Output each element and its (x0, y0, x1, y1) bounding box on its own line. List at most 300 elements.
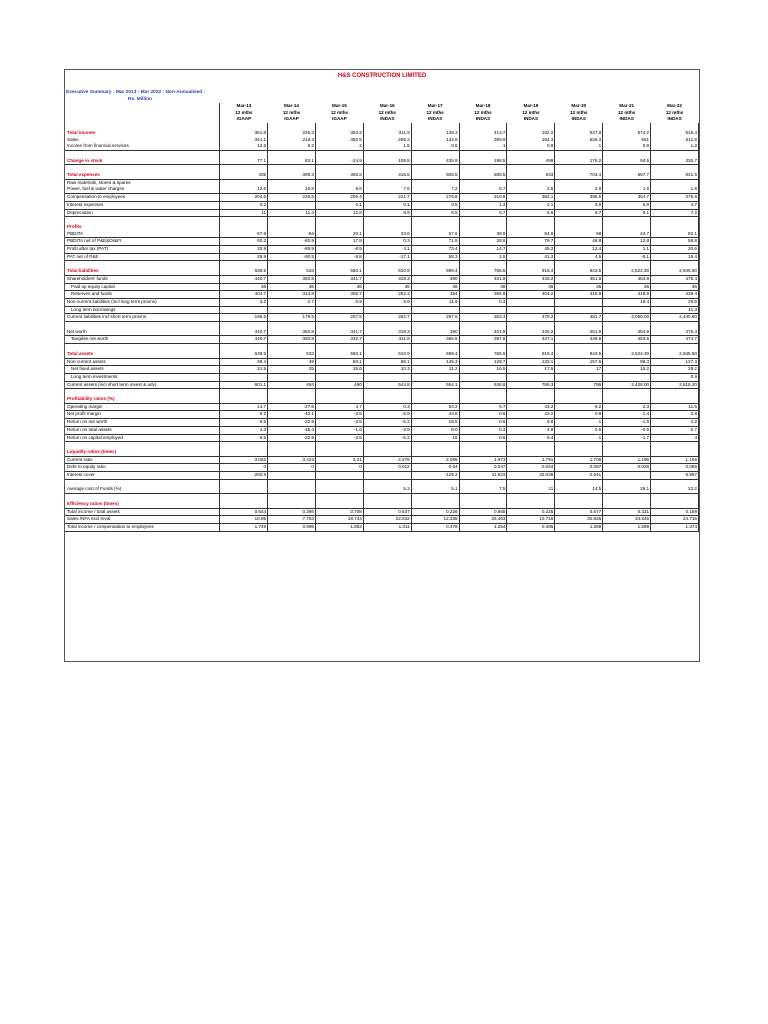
column-header-months: 12 mths (426, 109, 444, 115)
value-cell: 526.3 (555, 137, 603, 144)
spacer-cell (363, 261, 411, 268)
spacer-cell (411, 322, 459, 329)
row-label: Long term investments (65, 373, 220, 381)
spacer-cell (555, 123, 603, 130)
value-cell: 601.1 (220, 381, 268, 389)
value-cell: 382.1 (507, 194, 555, 202)
value-cell: 475.4 (651, 275, 699, 283)
value-cell: 82.1 (651, 231, 699, 238)
value-cell: 79.7 (507, 238, 555, 246)
column-header-std: INDAS (619, 116, 634, 122)
value-cell: 11 (507, 486, 555, 493)
spacer-cell (220, 344, 268, 351)
value-cell: 9.2 (220, 411, 268, 419)
row-label: PAT net of P&E (65, 253, 220, 261)
value-cell: 7.763 (268, 516, 316, 524)
spacer-cell (268, 217, 316, 224)
company-title: H&S CONSTRUCTION LIMITED (337, 73, 427, 79)
column-header-year: Mar-22 (667, 103, 682, 108)
value-cell: 4.3 (220, 426, 268, 434)
row-label: Return on total assets (65, 426, 220, 434)
value-cell (268, 472, 316, 480)
value-cell: 4.2 (651, 419, 699, 427)
spacer-cell (507, 165, 555, 172)
value-cell: 439.4 (651, 291, 699, 299)
column-header-months: 12 mths (617, 109, 636, 115)
value-cell: 2,945.50 (651, 268, 699, 275)
value-cell: 350.8 (268, 329, 316, 336)
value-cell: 490 (315, 381, 363, 389)
value-cell: 6.7 (555, 209, 603, 217)
value-cell: 350.5 (315, 137, 363, 144)
value-cell: 2,818.20 (651, 381, 699, 389)
value-cell: 0.3 (363, 238, 411, 246)
value-cell: 395.5 (555, 194, 603, 202)
spacer-cell (507, 123, 555, 130)
value-cell: 12.335 (411, 516, 459, 524)
table-row (65, 329, 699, 336)
value-cell: 0.6 (459, 419, 507, 427)
value-cell (459, 396, 507, 403)
value-cell: 639.5 (220, 351, 268, 358)
value-cell: 29.5 (651, 298, 699, 306)
row-label: Income from financial services (65, 143, 220, 150)
value-cell: -17.1 (363, 253, 411, 261)
spacer-label-cell (65, 389, 220, 396)
value-cell (363, 179, 411, 186)
spacer-row (65, 217, 699, 224)
value-cell: 36 (507, 283, 555, 291)
value-cell: 2,440.60 (651, 314, 699, 322)
row-label: Interest cover (65, 472, 220, 480)
value-cell: 219.3 (268, 137, 316, 144)
column-header-std: INDAS (428, 116, 443, 122)
header-row-months (65, 110, 699, 117)
value-cell: 0.8 (603, 143, 651, 150)
value-cell: 405 (220, 172, 268, 179)
spacer-row (65, 165, 699, 172)
spacer-cell (220, 165, 268, 172)
value-cell: 2.3 (603, 403, 651, 411)
row-label: Paid up equity capital (65, 283, 220, 291)
table-row (65, 231, 699, 238)
value-cell: 8.0 (411, 426, 459, 434)
spacer-cell (651, 261, 699, 268)
spacer-cell (268, 389, 316, 396)
value-cell: 1.973 (459, 456, 507, 464)
spacer-cell (268, 322, 316, 329)
value-cell: 404.2 (507, 291, 555, 299)
value-cell: 11.923 (459, 472, 507, 480)
spacer-cell (651, 150, 699, 157)
value-cell (555, 298, 603, 306)
value-cell: 0.6 (459, 434, 507, 442)
value-cell (459, 373, 507, 381)
row-label: Profitability ratios (%) (65, 396, 220, 403)
table-row (65, 403, 699, 411)
value-cell: 282.7 (363, 314, 411, 322)
column-header-year: Mar-16 (379, 103, 395, 108)
value-cell (555, 179, 603, 186)
column-header-std: INDAS (475, 116, 491, 122)
header-row-std (65, 116, 699, 123)
value-cell: 41.2 (507, 253, 555, 261)
value-cell: 0.1 (315, 201, 363, 209)
value-cell: 7.6 (363, 186, 411, 193)
spacer-label-cell (65, 123, 220, 130)
value-cell: 16 (411, 434, 459, 442)
row-label: Current ratio (65, 456, 220, 464)
value-cell: 415.8 (555, 291, 603, 299)
value-cell: -1.4 (603, 411, 651, 419)
value-cell (268, 501, 316, 508)
column-header-months: 12 mths (378, 109, 396, 115)
value-cell: 7.5 (459, 486, 507, 493)
table-row (65, 472, 699, 480)
value-cell: 350.8 (268, 275, 316, 283)
row-label: PBDITA (65, 231, 220, 238)
value-cell: 544.8 (363, 381, 411, 389)
value-cell: 418.9 (603, 291, 651, 299)
value-cell: 36 (268, 283, 316, 291)
value-cell: 49 (268, 358, 316, 366)
spacer-cell (411, 442, 459, 449)
spacer-cell (603, 479, 651, 486)
row-label: Return on capital employed (65, 434, 220, 442)
spacer-cell (459, 261, 507, 268)
value-cell: 2 (315, 143, 363, 150)
row-label: Debt to equity ratio (65, 464, 220, 472)
value-cell (507, 501, 555, 508)
value-cell: 0.7 (651, 426, 699, 434)
spacer-cell (363, 217, 411, 224)
row-label: Net profit margin (65, 411, 220, 419)
value-cell: 0 (268, 464, 316, 472)
value-cell (651, 224, 699, 231)
value-cell (603, 306, 651, 314)
summary-line-2: Rs. Million (128, 96, 152, 102)
value-cell: 2.276 (363, 456, 411, 464)
spacer-cell (268, 494, 316, 501)
value-cell: -2.9 (363, 426, 411, 434)
spacer-cell (603, 123, 651, 130)
value-cell: 0.226 (411, 508, 459, 516)
value-cell: 1.198 (603, 456, 651, 464)
value-cell: 12.8 (315, 209, 363, 217)
value-cell: 0.044 (507, 464, 555, 472)
value-cell: 26.463 (459, 516, 507, 524)
value-cell: -90.5 (268, 253, 316, 261)
table-row (65, 298, 699, 306)
value-cell (220, 501, 268, 508)
table-row (65, 426, 699, 434)
value-cell: 943.5 (555, 268, 603, 275)
value-cell: 1.311 (363, 523, 411, 531)
value-cell: 0.085 (651, 464, 699, 472)
value-cell (268, 179, 316, 186)
value-cell: 36 (555, 283, 603, 291)
row-label: Total assets (65, 351, 220, 358)
value-cell: 311.8 (363, 336, 411, 344)
value-cell: 561 (603, 137, 651, 144)
value-cell: 36 (603, 283, 651, 291)
value-cell: -8.8 (315, 253, 363, 261)
value-cell: 375.8 (651, 194, 699, 202)
value-cell: 341.1 (220, 137, 268, 144)
value-cell (603, 224, 651, 231)
value-cell: 20.6 (651, 246, 699, 254)
spacer-cell (220, 261, 268, 268)
table-row (65, 366, 699, 374)
value-cell: 48.8 (555, 238, 603, 246)
value-cell: 28.6 (459, 238, 507, 246)
value-cell: 43.8 (411, 411, 459, 419)
spacer-cell (315, 442, 363, 449)
value-cell (651, 396, 699, 403)
value-cell: -54 (268, 231, 316, 238)
table-row (65, 358, 699, 366)
value-cell: 195.6 (220, 314, 268, 322)
spacer-cell (411, 123, 459, 130)
value-cell: 363.3 (459, 314, 507, 322)
value-cell: 17.5 (507, 366, 555, 374)
value-cell (411, 449, 459, 456)
table-row (65, 523, 699, 531)
spacer-cell (651, 123, 699, 130)
value-cell: 207.5 (315, 314, 363, 322)
column-header-months: 12 mths (570, 109, 588, 115)
spacer-cell (459, 123, 507, 130)
value-cell: -89.9 (268, 246, 316, 254)
row-label: Sales (65, 137, 220, 144)
spacer-cell (315, 261, 363, 268)
value-cell: 2.1 (507, 201, 555, 209)
value-cell (507, 224, 555, 231)
value-cell: 0.9 (651, 373, 699, 381)
value-cell (363, 472, 411, 480)
value-cell: 176.2 (555, 158, 603, 165)
value-cell: 454.9 (603, 275, 651, 283)
spacer-cell (268, 479, 316, 486)
value-cell: 0.6 (459, 411, 507, 419)
value-cell: 4 (651, 434, 699, 442)
row-label: Change in stock (65, 158, 220, 165)
value-cell (651, 449, 699, 456)
value-cell: 10.8 (268, 186, 316, 193)
value-cell: 36 (411, 283, 459, 291)
value-cell: 0.9 (507, 143, 555, 150)
value-cell: 475.4 (651, 329, 699, 336)
header-label-cell (65, 103, 220, 110)
value-cell (603, 373, 651, 381)
value-cell: 77.1 (220, 158, 268, 165)
financial-summary-table (65, 103, 699, 532)
spacer-cell (363, 165, 411, 172)
value-cell (603, 501, 651, 508)
value-cell: 353.2 (315, 130, 363, 137)
value-cell: 22.332 (363, 516, 411, 524)
spacer-cell (603, 150, 651, 157)
value-cell: 3.9 (555, 201, 603, 209)
value-cell: 474.7 (651, 336, 699, 344)
value-cell: 259.2 (363, 137, 411, 144)
spacer-cell (220, 217, 268, 224)
value-cell: 3.062 (220, 456, 268, 464)
value-cell: -24.9 (315, 158, 363, 165)
value-cell: 14.7 (459, 246, 507, 254)
value-cell: 2.9 (555, 186, 603, 193)
column-header-months: 12 mths (665, 109, 684, 115)
value-cell: 703.4 (555, 172, 603, 179)
table-row (65, 508, 699, 516)
value-cell (603, 179, 651, 186)
value-cell: 0.577 (555, 508, 603, 516)
spacer-cell (555, 217, 603, 224)
value-cell: 6.5 (220, 419, 268, 427)
column-header-year: Mar-21 (619, 103, 635, 108)
value-cell: 0.5 (555, 426, 603, 434)
value-cell: 499 (507, 158, 555, 165)
column-header-std: INDAS (523, 116, 539, 122)
header-label-cell (65, 110, 220, 117)
spacer-cell (651, 165, 699, 172)
value-cell (411, 224, 459, 231)
value-cell: 0.998 (268, 523, 316, 531)
spacer-cell (268, 344, 316, 351)
value-cell: 10.715 (507, 516, 555, 524)
spacer-label-cell (65, 322, 220, 329)
spacer-cell (507, 217, 555, 224)
spreadsheet-sheet (64, 69, 700, 662)
value-cell: 1.3 (459, 201, 507, 209)
value-cell: 319.8 (459, 194, 507, 202)
value-cell: 17.8 (315, 238, 363, 246)
value-cell: 667.7 (603, 172, 651, 179)
value-cell: -2.5 (315, 434, 363, 442)
value-cell: 0.386 (268, 508, 316, 516)
value-cell: 0.087 (555, 464, 603, 472)
value-cell: 12.6 (220, 186, 268, 193)
value-cell: 440.7 (220, 275, 268, 283)
value-cell: 15.2 (603, 366, 651, 374)
value-cell: 0.189 (651, 508, 699, 516)
value-cell: 60.1 (315, 358, 363, 366)
value-cell: 537.8 (555, 130, 603, 137)
table-row (65, 516, 699, 524)
value-cell: 1.374 (651, 523, 699, 531)
spacer-cell (603, 261, 651, 268)
value-cell: 0 (220, 464, 268, 472)
value-cell: 282.3 (363, 291, 411, 299)
value-cell: 4.5 (555, 253, 603, 261)
value-cell: -2.5 (315, 411, 363, 419)
row-label: PBDITA net of P&E&OI&FI (65, 238, 220, 246)
column-header-year: Mar-20 (571, 103, 587, 108)
value-cell: 31.5 (220, 366, 268, 374)
value-cell: 297.5 (411, 314, 459, 322)
row-label: Total income (65, 130, 220, 137)
spacer-cell (555, 165, 603, 172)
spacer-cell (507, 389, 555, 396)
table-row (65, 143, 699, 150)
table-row (65, 246, 699, 254)
value-cell: 1.589 (603, 523, 651, 531)
value-cell: 14.5 (555, 486, 603, 493)
value-cell: 454.9 (603, 329, 651, 336)
value-cell: 786 (555, 381, 603, 389)
spacer-cell (411, 479, 459, 486)
spacer-cell (459, 165, 507, 172)
table-row (65, 275, 699, 283)
value-cell (220, 179, 268, 186)
value-cell: 440.7 (220, 329, 268, 336)
value-cell: 28.9 (220, 253, 268, 261)
value-cell: 365.9 (459, 291, 507, 299)
section-row (65, 158, 699, 165)
value-cell: 67.8 (220, 231, 268, 238)
value-cell: 390 (411, 329, 459, 336)
spacer-cell (315, 322, 363, 329)
value-cell: 132.1 (507, 358, 555, 366)
table-row (65, 411, 699, 419)
value-cell (315, 472, 363, 480)
value-cell: 226.3 (268, 130, 316, 137)
value-cell: 7.2 (651, 209, 699, 217)
value-cell: 574.2 (603, 130, 651, 137)
spacer-cell (507, 494, 555, 501)
spacer-label-cell (65, 150, 220, 157)
value-cell: 129.2 (411, 472, 459, 480)
spacer-cell (603, 344, 651, 351)
value-cell: 699.4 (411, 268, 459, 275)
value-cell (555, 449, 603, 456)
value-cell: 943.5 (555, 351, 603, 358)
value-cell (651, 179, 699, 186)
value-cell: 1.729 (220, 523, 268, 531)
value-cell (220, 449, 268, 456)
value-cell: 440.2 (507, 329, 555, 336)
header-label-cell (65, 116, 220, 123)
value-cell: 260.5 (220, 472, 268, 480)
value-cell: 19.4 (651, 253, 699, 261)
spacer-label-cell (65, 442, 220, 449)
value-cell: 4.9 (507, 426, 555, 434)
row-label: Sales /NFA excl reval (65, 516, 220, 524)
value-cell: 96.3 (603, 358, 651, 366)
value-cell: 0.8 (555, 411, 603, 419)
column-header-year: Mar-18 (475, 103, 491, 108)
value-cell: 318.3 (363, 329, 411, 336)
value-cell: 71.9 (411, 238, 459, 246)
table-row (65, 381, 699, 389)
value-cell (315, 396, 363, 403)
value-cell: 0.537 (363, 508, 411, 516)
value-cell (220, 306, 268, 314)
value-cell: 2,945.50 (651, 351, 699, 358)
spacer-cell (555, 442, 603, 449)
spacer-cell (363, 123, 411, 130)
spacer-cell (459, 344, 507, 351)
value-cell: 516.4 (651, 130, 699, 137)
value-cell: 453.5 (603, 336, 651, 344)
value-cell: 491.7 (555, 314, 603, 322)
section-row (65, 396, 699, 403)
value-cell: -2.5 (315, 419, 363, 427)
value-cell (268, 486, 316, 493)
value-cell: 354.7 (603, 194, 651, 202)
value-cell: 0.478 (411, 523, 459, 531)
value-cell: 0 (315, 464, 363, 472)
